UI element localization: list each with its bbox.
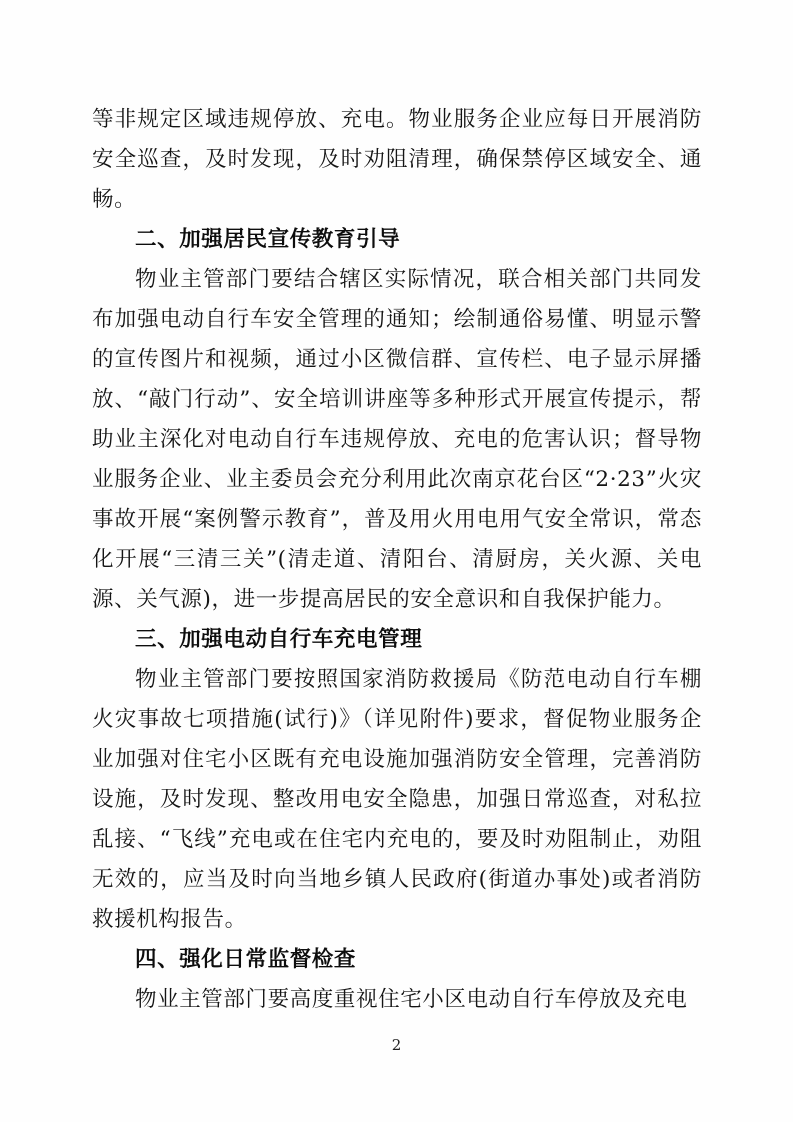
paragraph-continuation: 等非规定区域违规停放、充电。物业服务企业应每日开展消防安全巡查，及时发现，及时劝阻清理，确保禁停区域安全、通畅。 [92, 107, 702, 212]
paragraph-section-four: 物业主管部门要高度重视住宅小区电动自行车停放及充电 [135, 987, 688, 1012]
document-body [92, 100, 702, 1020]
page-number: 2 [391, 1036, 402, 1054]
section-heading-three: 三、加强电动自行车充电管理 [135, 627, 423, 652]
paragraph-section-two: 物业主管部门要结合辖区实际情况，联合相关部门共同发布加强电动自行车安全管理的通知；绘制通俗易懂、明显示警的宣传图片和视频，通过小区微信群、宣传栏、电子显示屏播放、“敲门行动”、安全培训讲座等多种形式开展宣传提示，帮助业主深化对电动自行车违规停放、充电的危害认识；督导物业服务企业、业主委员会充分利用此次南京花台区“2·23”火灾事故开展“案例警示教育”，普及用火用电用气安全常识，常态化开展“三清三关”(清走道、清阳台、清厨房，关火源、关电源、关气源)，进一步提高居民的安全意识和自我保护能力。 [92, 267, 702, 612]
section-heading-four: 四、强化日常监督检查 [135, 947, 357, 972]
section-heading-two: 二、加强居民宣传教育引导 [135, 227, 401, 252]
paragraph-section-three: 物业主管部门要按照国家消防救援局《防范电动自行车棚火灾事故七项措施(试行)》（详见附件)要求，督促物业服务企业加强对住宅小区既有充电设施加强消防安全管理，完善消防设施，及时发现、整改用电安全隐患，加强日常巡查，对私拉乱接、“飞线”充电或在住宅内充电的，要及时劝阻制止，劝阻无效的，应当及时向当地乡镇人民政府(街道办事处)或者消防救援机构报告。 [92, 667, 702, 932]
